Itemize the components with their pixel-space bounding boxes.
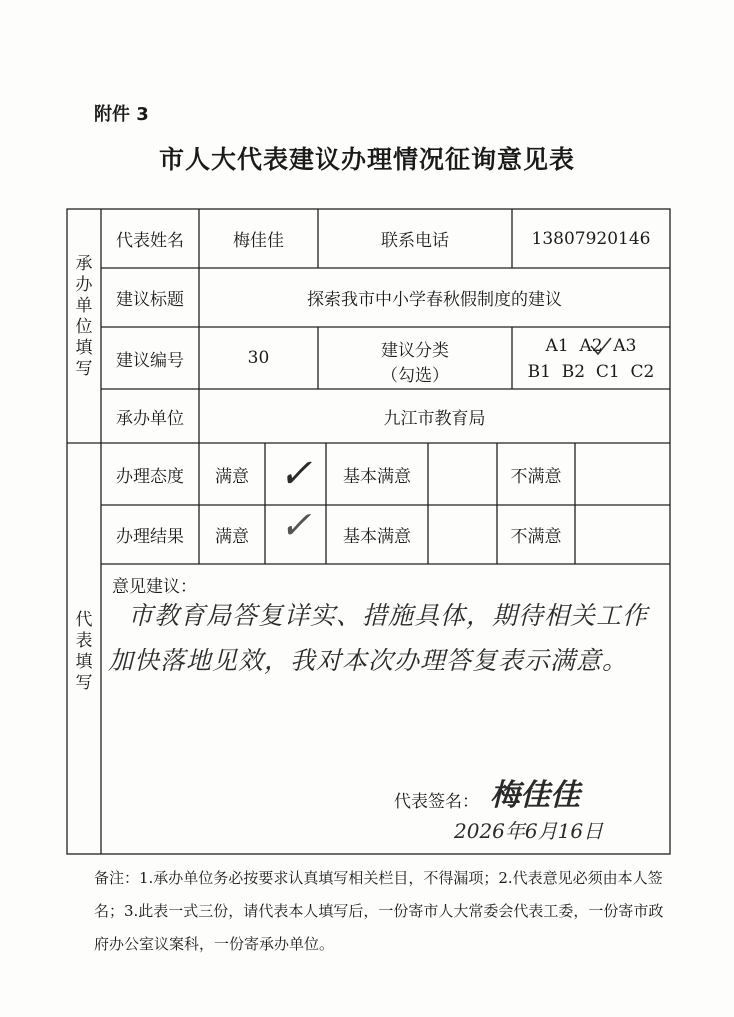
opinion-text-line1: 市教育局答复详实、措施具体，期待相关工作	[128, 601, 649, 630]
attitude-unsatisfied-label: 不满意	[510, 466, 562, 487]
category-options-line2: B1 B2 C1 C2	[527, 362, 655, 382]
section-rep-fill: 代表填写	[75, 610, 93, 693]
signature-handwritten: 梅佳佳	[490, 778, 580, 813]
opinion-text-line2: 加快落地见效，我对本次办理答复表示满意。	[108, 646, 629, 675]
result-label: 办理结果	[116, 527, 184, 547]
unit-label: 承办单位	[116, 408, 184, 429]
result-unsatisfied-label: 不满意	[510, 527, 562, 547]
category-hint: （勾选）	[381, 366, 449, 386]
page-title: 市人大代表建议办理情况征询意见表	[158, 145, 575, 174]
attitude-label: 办理态度	[116, 466, 184, 487]
attachment-label: 附件 3	[94, 104, 149, 125]
signature-date: 2026年6月16日	[454, 819, 604, 843]
attitude-satisfied-label: 满意	[215, 466, 249, 487]
topic-value: 探索我市中小学春秋假制度的建议	[307, 290, 562, 310]
rep-name-value: 梅佳佳	[233, 231, 284, 251]
attitude-basic-label: 基本满意	[343, 466, 411, 487]
number-label: 建议编号	[116, 350, 184, 371]
category-label: 建议分类	[381, 341, 449, 361]
result-satisfied-label: 满意	[215, 527, 249, 547]
opinion-label: 意见建议：	[112, 577, 197, 597]
section-handler-fill: 承办单位填写	[75, 254, 93, 379]
result-basic-label: 基本满意	[343, 527, 411, 547]
rep-name-label: 代表姓名	[116, 231, 184, 251]
phone-value: 13807920146	[531, 228, 651, 249]
category-options-line1: A1 A2 A3	[545, 336, 637, 356]
unit-value: 九江市教育局	[383, 408, 486, 429]
attitude-check-mark: ✓	[278, 451, 313, 497]
footnote: 备注：1.承办单位务必按要求认真填写相关栏目，不得漏项；2.代表意见必须由本人签名；3.此表一式三份，请代表本人填写后，一份寄市人大常委会代表工委，一份寄市政府办公室议案科，一份寄承办单位。	[94, 869, 664, 953]
result-check-mark: ✓	[279, 503, 312, 547]
phone-label: 联系电话	[381, 231, 449, 251]
number-value: 30	[247, 348, 270, 368]
topic-label: 建议标题	[116, 290, 184, 310]
signature-label: 代表签名：	[394, 792, 479, 812]
